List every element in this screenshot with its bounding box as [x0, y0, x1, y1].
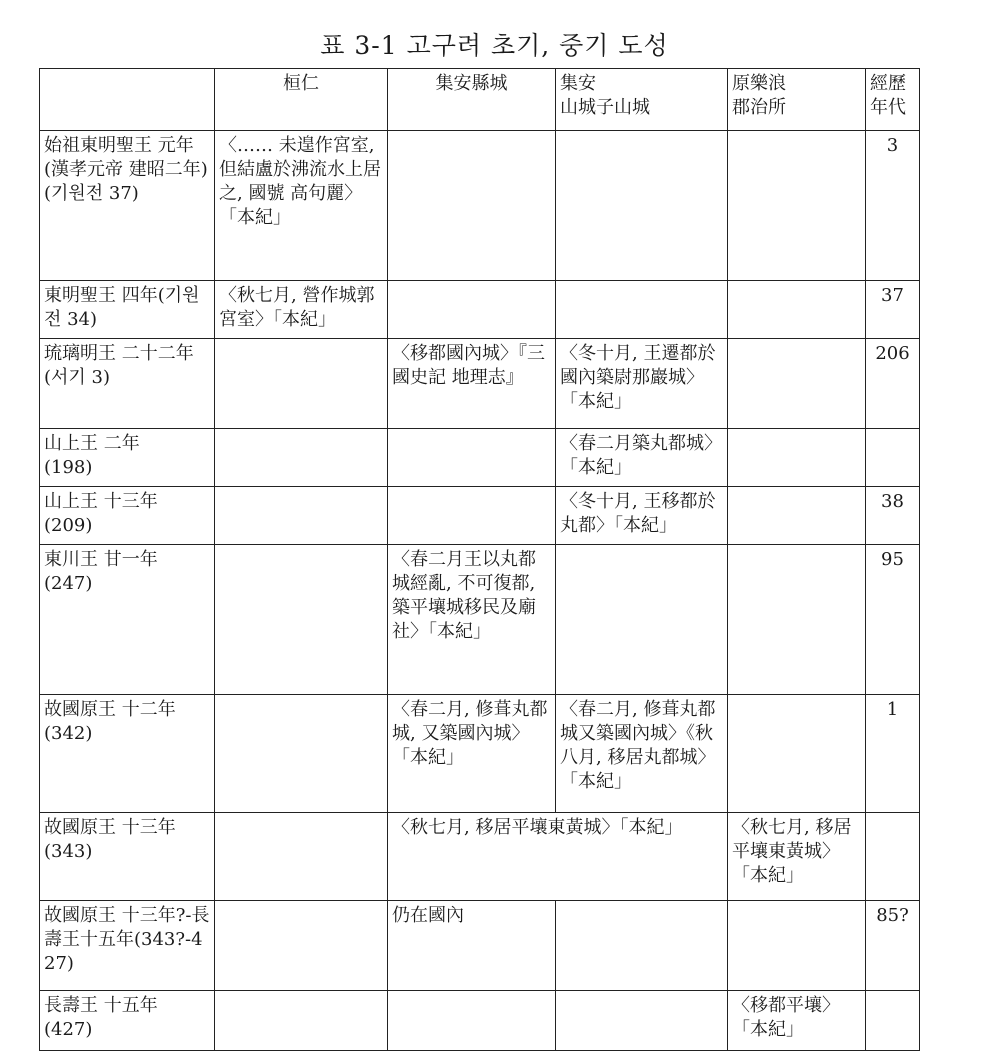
table-row — [40, 131, 920, 281]
period-cell: 東明聖王 四年(기원전 34) — [40, 281, 215, 339]
table-row — [40, 545, 920, 695]
period-cell: 故國原王 十三年?-長壽王十五年(343?-427) — [40, 901, 215, 991]
jian-sanchengzi-cell: 〈春二月, 修葺丸都城又築國內城〉《秋八月, 移居丸都城〉「本紀」 — [556, 695, 728, 813]
header-lelang: 原樂浪 郡治所 — [728, 69, 866, 131]
huanren-cell — [215, 339, 388, 429]
years-cell: 38 — [866, 487, 920, 545]
lelang-cell — [728, 281, 866, 339]
lelang-cell: 〈移都平壤〉「本紀」 — [728, 991, 866, 1051]
years-cell: 85? — [866, 901, 920, 991]
lelang-cell — [728, 339, 866, 429]
jian-merged-cell: 〈秋七月, 移居平壤東黃城〉「本紀」 — [388, 813, 728, 901]
huanren-cell — [215, 545, 388, 695]
jian-sanchengzi-cell — [556, 991, 728, 1051]
lelang-cell: 〈秋七月, 移居平壤東黃城〉「本紀」 — [728, 813, 866, 901]
period-cell: 山上王 二年 (198) — [40, 429, 215, 487]
years-cell — [866, 429, 920, 487]
table-title: 표 3-1 고구려 초기, 중기 도성 — [320, 31, 669, 60]
years-cell: 37 — [866, 281, 920, 339]
years-cell: 206 — [866, 339, 920, 429]
header-row — [40, 69, 920, 131]
lelang-cell — [728, 429, 866, 487]
jian-sanchengzi-cell — [556, 281, 728, 339]
huanren-cell — [215, 813, 388, 901]
years-cell: 3 — [866, 131, 920, 281]
jian-county-cell — [388, 429, 556, 487]
table-row — [40, 429, 920, 487]
lelang-cell — [728, 695, 866, 813]
capitals-table — [39, 68, 920, 1051]
lelang-cell — [728, 487, 866, 545]
lelang-cell — [728, 901, 866, 991]
jian-sanchengzi-cell: 〈春二月築丸都城〉「本紀」 — [556, 429, 728, 487]
jian-county-cell — [388, 131, 556, 281]
table-row — [40, 901, 920, 991]
header-jian-county: 集安縣城 — [388, 69, 556, 131]
period-cell: 長壽王 十五年 (427) — [40, 991, 215, 1051]
jian-county-cell: 仍在國內 — [388, 901, 556, 991]
huanren-cell — [215, 695, 388, 813]
huanren-cell — [215, 901, 388, 991]
lelang-cell — [728, 131, 866, 281]
header-jian-sanchengzi: 集安 山城子山城 — [556, 69, 728, 131]
lelang-cell — [728, 545, 866, 695]
years-cell — [866, 991, 920, 1051]
huanren-cell — [215, 429, 388, 487]
jian-sanchengzi-cell — [556, 545, 728, 695]
huanren-cell — [215, 487, 388, 545]
jian-county-cell: 〈春二月王以丸都城經亂, 不可復都, 築平壤城移民及廟社〉「本紀」 — [388, 545, 556, 695]
years-cell — [866, 813, 920, 901]
years-cell: 95 — [866, 545, 920, 695]
jian-sanchengzi-cell: 〈冬十月, 王遷都於國內築尉那巖城〉「本紀」 — [556, 339, 728, 429]
huanren-cell: 〈…… 未遑作宮室, 但結盧於沸流水上居之, 國號 高句麗〉「本紀」 — [215, 131, 388, 281]
header-period — [40, 69, 215, 131]
period-cell: 故國原王 十二年 (342) — [40, 695, 215, 813]
period-cell: 故國原王 十三年 (343) — [40, 813, 215, 901]
jian-sanchengzi-cell — [556, 131, 728, 281]
jian-county-cell: 〈移都國內城〉『三國史記 地理志』 — [388, 339, 556, 429]
period-cell: 山上王 十三年 (209) — [40, 487, 215, 545]
years-cell: 1 — [866, 695, 920, 813]
period-cell: 始祖東明聖王 元年(漢孝元帝 建昭二年) (기원전 37) — [40, 131, 215, 281]
table-row — [40, 991, 920, 1051]
table-row — [40, 487, 920, 545]
huanren-cell: 〈秋七月, 營作城郭宮室〉「本紀」 — [215, 281, 388, 339]
header-years: 經歷 年代 — [866, 69, 920, 131]
table-row — [40, 695, 920, 813]
jian-sanchengzi-cell: 〈冬十月, 王移都於丸都〉「本紀」 — [556, 487, 728, 545]
period-cell: 琉璃明王 二十二年(서기 3) — [40, 339, 215, 429]
jian-county-cell — [388, 991, 556, 1051]
jian-county-cell — [388, 281, 556, 339]
huanren-cell — [215, 991, 388, 1051]
jian-sanchengzi-cell — [556, 901, 728, 991]
jian-county-cell: 〈春二月, 修葺丸都城, 又築國內城〉「本紀」 — [388, 695, 556, 813]
jian-county-cell — [388, 487, 556, 545]
table-row — [40, 281, 920, 339]
table-row — [40, 813, 920, 901]
header-huanren: 桓仁 — [215, 69, 388, 131]
table-row — [40, 339, 920, 429]
period-cell: 東川王 甘一年 (247) — [40, 545, 215, 695]
